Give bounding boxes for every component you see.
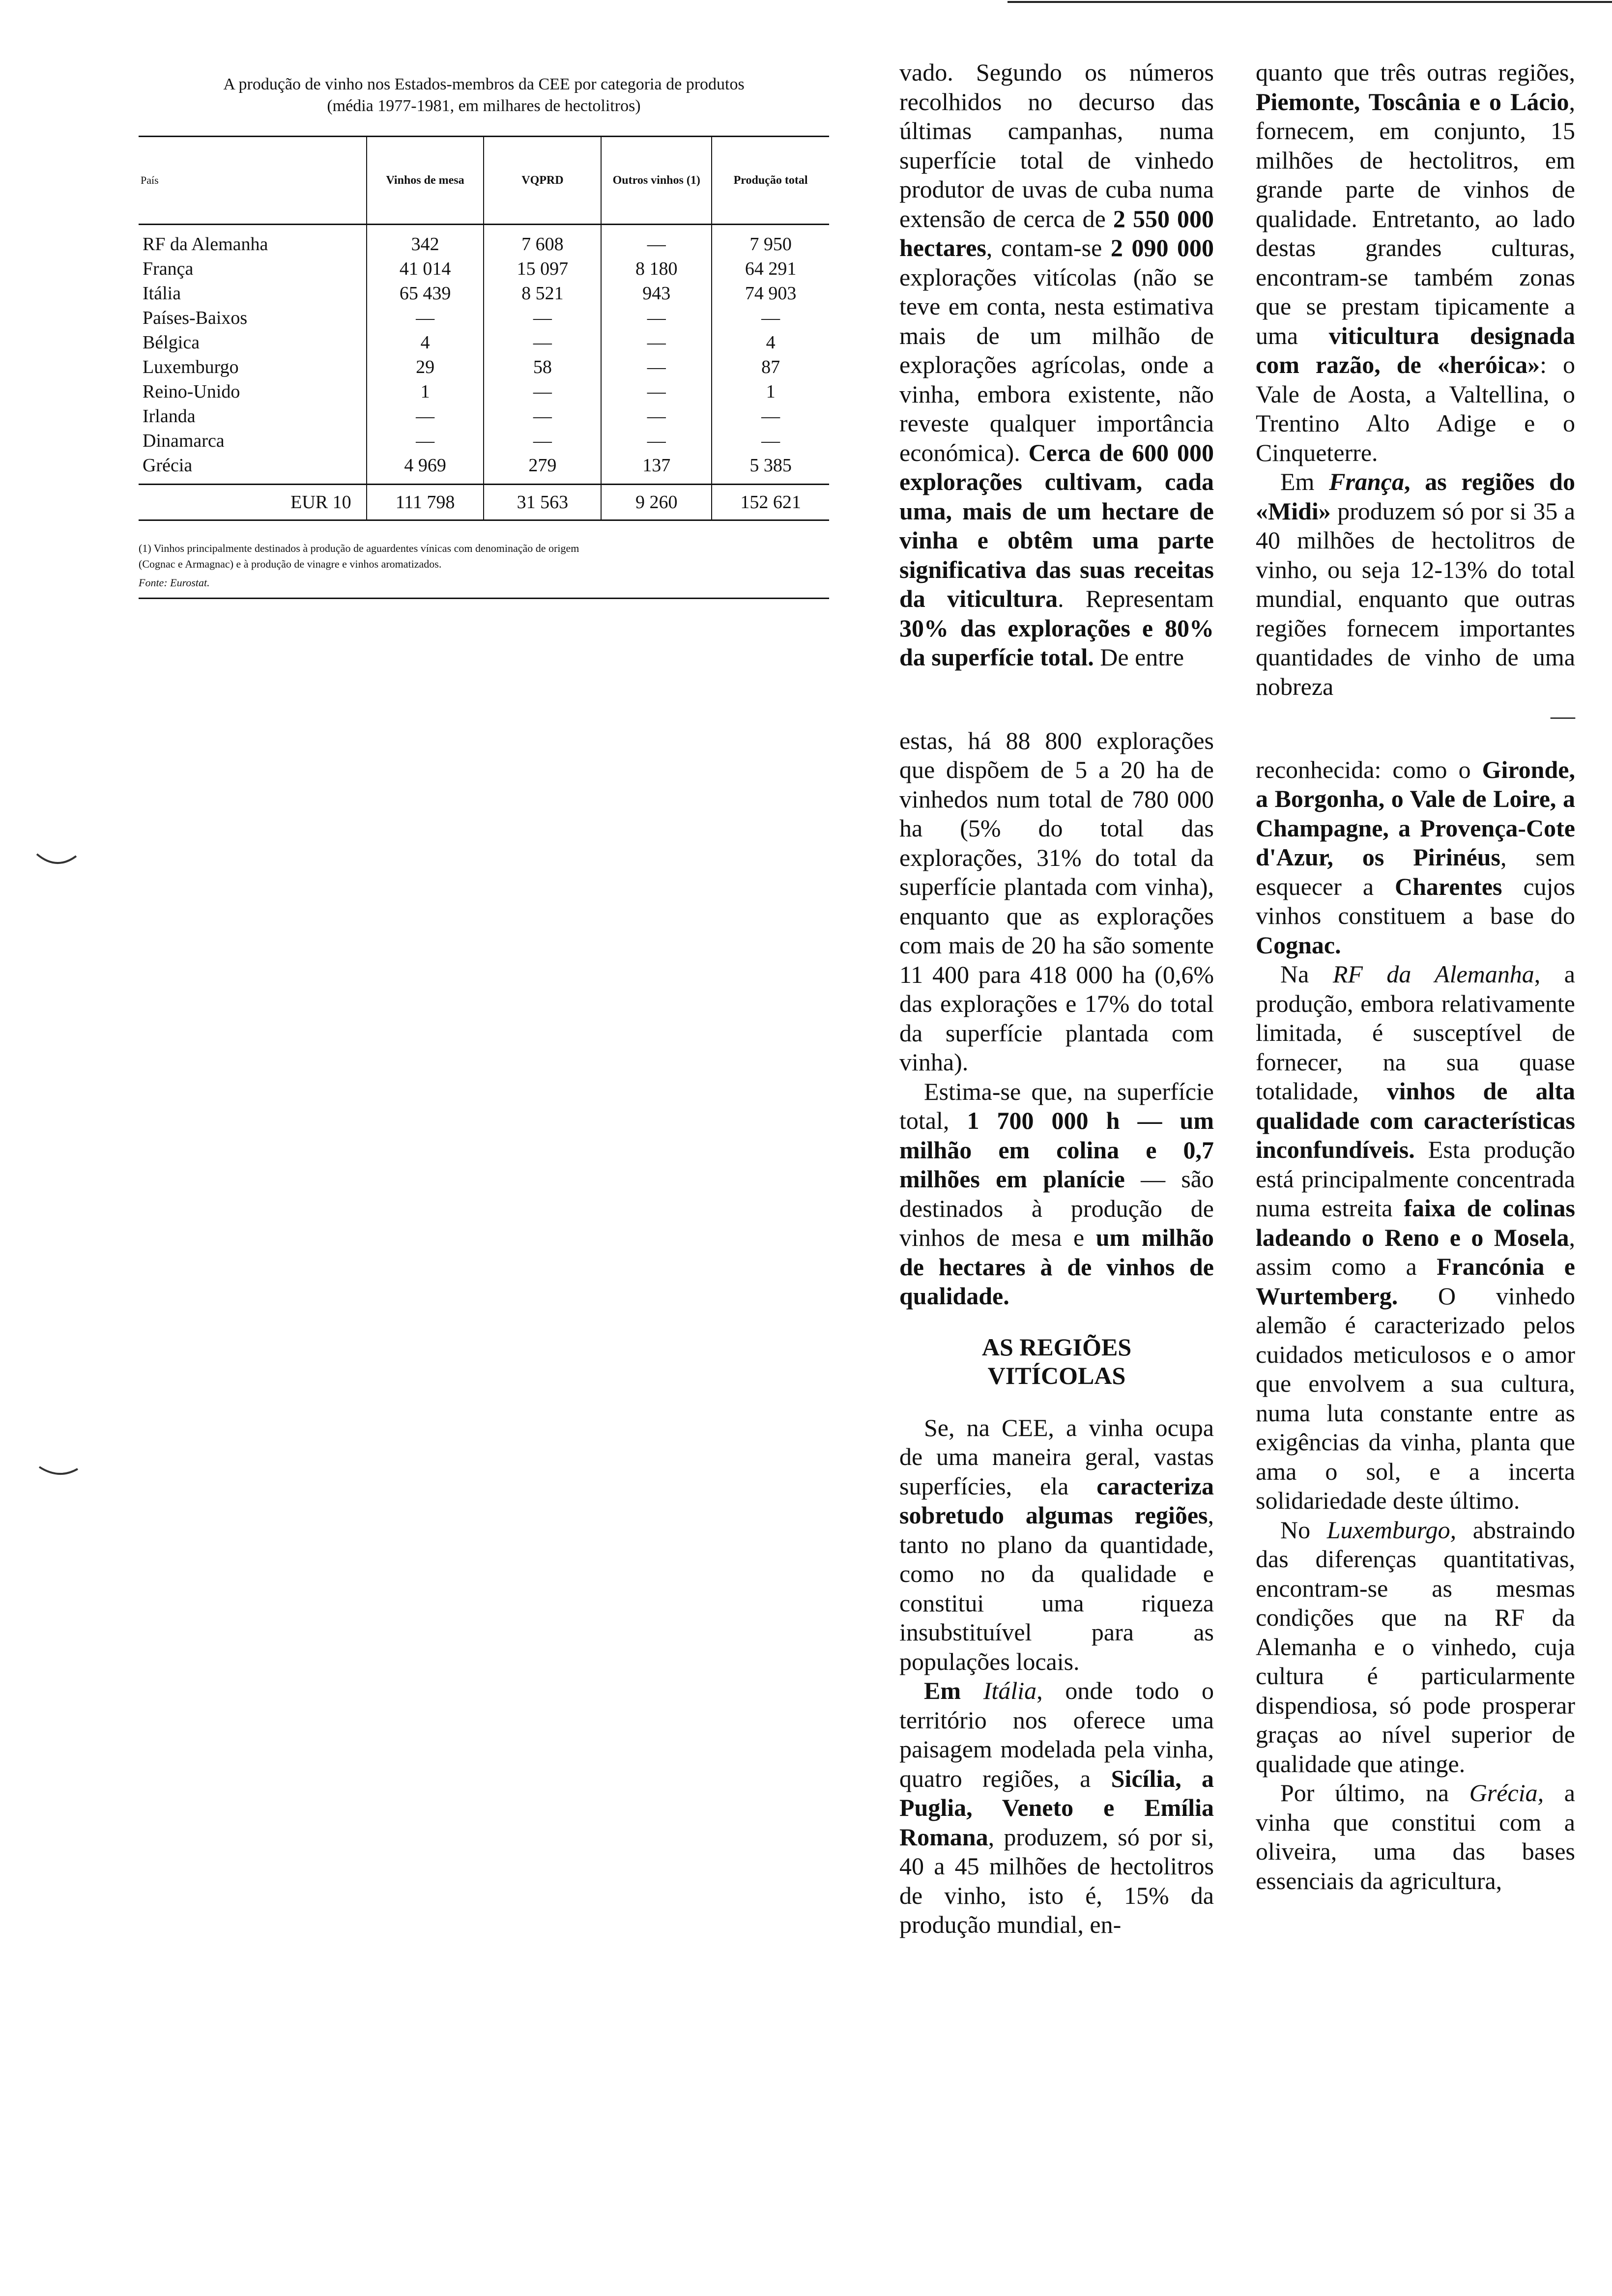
- cell-pais: Bélgica: [143, 332, 200, 353]
- bold-run: Cognac.: [1256, 931, 1341, 959]
- bold-run: Piemonte, Toscânia e o Lácio: [1256, 87, 1569, 115]
- top-border-line: [1008, 1, 1612, 3]
- cell-mesa: 4: [367, 330, 484, 355]
- cell-mesa: —: [367, 429, 484, 453]
- cell-total: 64 291: [712, 257, 829, 281]
- paragraph: [1256, 755, 1575, 960]
- italic-run: Grécia,: [1469, 1779, 1544, 1807]
- cell-vqprd: —: [484, 330, 601, 355]
- total-label: EUR 10: [139, 485, 367, 520]
- footnote-line-1: (1) Vinhos principalmente destinados à produção de aguardentes vínicas com denominação de origem: [139, 542, 579, 554]
- paragraph: [899, 1413, 1214, 1677]
- header-outros-vinhos: Outros vinhos (1): [601, 137, 712, 225]
- section-heading-line-1: AS REGIÕES: [981, 1333, 1132, 1361]
- table-row: [139, 453, 829, 485]
- italic-run: França: [1329, 468, 1404, 495]
- cell-total: —: [712, 306, 829, 330]
- paragraph: [899, 58, 1214, 672]
- text-run: a vinha que constitui com a oliveira, uma das bases essenciais da agricultura,: [1256, 1779, 1576, 1894]
- table-row: [139, 355, 829, 379]
- paragraph: [899, 1676, 1214, 1940]
- column-break-gap: [899, 672, 1214, 726]
- cell-total: 1: [712, 379, 829, 404]
- section-heading-line-2: VITÍCOLAS: [987, 1361, 1126, 1389]
- cell-mesa: —: [367, 404, 484, 429]
- bold-run: faixa de colinas ladeando o Reno e o Mosela: [1256, 1194, 1575, 1251]
- header-pais: País: [139, 137, 367, 225]
- cell-vqprd: 8 521: [484, 281, 601, 306]
- cell-vqprd: —: [484, 379, 601, 404]
- paragraph: [1256, 1779, 1575, 1895]
- total-vqprd: 31 563: [484, 485, 601, 520]
- bold-run: Francónia e Wurtemberg.: [1256, 1253, 1575, 1310]
- cell-outros: 8 180: [601, 257, 712, 281]
- bold-run: Cerca de 600 000 explorações cultivam, cada uma, mais de um hectare de vinha e obtêm uma parte significativa das suas receitas da viticultura: [899, 438, 1214, 612]
- cell-mesa: 1: [367, 379, 484, 404]
- table-row: [139, 257, 829, 281]
- italic-run: Luxemburgo,: [1326, 1516, 1457, 1544]
- cell-mesa: 4 969: [367, 453, 484, 485]
- cell-pais: Países-Baixos: [143, 308, 248, 328]
- bold-run: caracteriza sobretudo algumas regiões: [899, 1472, 1214, 1529]
- paragraph: [1256, 58, 1575, 467]
- bold-run: Charentes: [1394, 872, 1502, 900]
- text-run: cujos vinhos constituem a base do: [1256, 872, 1575, 929]
- table-row: [139, 306, 829, 330]
- continuation-dash: —: [1551, 702, 1575, 729]
- wine-production-table: [139, 137, 829, 521]
- cell-mesa: 65 439: [367, 281, 484, 306]
- table-caption-line-1: A produção de vinho nos Estados-membros da CEE por categoria de produtos: [223, 75, 745, 93]
- text-run: Estima-se que, na superfície total,: [899, 1077, 1214, 1134]
- bold-run: Gironde, a Borgonha, o Vale de Loire, a Champagne, a Provença-Cote d'Azur, os Pirinéus: [1256, 755, 1575, 871]
- bold-run: 2 090 000: [1110, 234, 1214, 261]
- text-run: Por último, na: [1280, 1779, 1469, 1807]
- text-run: O vinhedo alemão é caracterizado pelos cuidados meticulosos e o amor que envolvem a sua cultura, numa luta constante entre as exigências da vinha, planta que ama o sol, e a incerta solidariedade deste último.: [1256, 1282, 1575, 1514]
- header-producao-total: Produção total: [712, 137, 829, 225]
- cell-mesa: 29: [367, 355, 484, 379]
- cell-pais: França: [143, 258, 194, 279]
- text-run: , assim como a: [1256, 1223, 1575, 1280]
- text-run: reconhecida: como o: [1256, 755, 1482, 783]
- cell-total: 87: [712, 355, 829, 379]
- cell-mesa: —: [367, 306, 484, 330]
- cell-pais: Dinamarca: [143, 430, 225, 451]
- table-total-row: [139, 485, 829, 520]
- bold-run: vinhos de alta qualidade com características inconfundíveis.: [1256, 1077, 1575, 1163]
- footnote-line-2: (Cognac e Armagnac) e à produção de vinagre e vinhos aromatizados.: [139, 558, 442, 570]
- table-caption-line-2: (média 1977-1981, em milhares de hectolitros): [327, 97, 641, 115]
- bold-run: , as regiões do «Midi»: [1256, 468, 1575, 525]
- table-row: [139, 330, 829, 355]
- column-break-gap: [1256, 731, 1575, 755]
- cell-pais: RF da Alemanha: [143, 234, 268, 255]
- text-run: Se, na CEE, a vinha ocupa de uma maneira geral, vastas superfícies, ela: [899, 1413, 1214, 1500]
- table-caption: [139, 74, 829, 117]
- scan-mark-1: [34, 850, 79, 870]
- table-row: [139, 281, 829, 306]
- text-run: , onde todo o território nos oferece uma paisagem modelada pela vinha, quatro regiões, a: [899, 1677, 1214, 1792]
- text-run: , contam-se: [986, 234, 1111, 261]
- text-run: , tanto no plano da quantidade, como no da qualidade e constitui uma riqueza insubstituível para as populações locais.: [899, 1501, 1214, 1675]
- bold-run: 30% das explorações e 80% da superfície total.: [899, 614, 1214, 671]
- paragraph: [1256, 960, 1575, 1516]
- text-run: , fornecem, em conjunto, 15 milhões de hectolitros, em grande parte de vinhos de qualidade. Entretanto, ao lado destas grandes culturas, encontram-se também zonas que se prestam tipicamente a uma: [1256, 87, 1575, 349]
- paragraph: [1256, 1516, 1575, 1779]
- total-mesa: 111 798: [367, 485, 484, 520]
- cell-pais: Reino-Unido: [143, 381, 240, 402]
- cell-outros: —: [601, 306, 712, 330]
- cell-pais: Luxemburgo: [143, 357, 239, 377]
- text-run: explorações vitícolas (não se teve em conta, nesta estimativa mais de um milhão de explorações agrícolas, onde a vinha, embora existente, não reveste qualquer importância económica).: [899, 263, 1214, 466]
- cell-mesa: 41 014: [367, 257, 484, 281]
- wine-production-table-block: [139, 74, 829, 599]
- text-run: . Representam: [1058, 585, 1214, 612]
- bold-run: 2 550 000 hectares: [899, 204, 1214, 261]
- paragraph: [899, 1077, 1214, 1311]
- text-run: produzem só por si 35 a 40 milhões de hectolitros de vinho, ou seja 12-13% do total mundial, enquanto que outras regiões fornecem importantes quantidades de vinho de uma nobreza: [1256, 497, 1575, 700]
- cell-vqprd: —: [484, 404, 601, 429]
- cell-outros: —: [601, 330, 712, 355]
- scan-mark-2: [34, 1462, 79, 1482]
- text-run: abstraindo das diferenças quantitativas, encontram-se as mesmas condições que na RF da Alemanha e o vinhedo, cuja cultura é particularmente dispendiosa, só pode prosperar graças ao nível superior de qualidade que atinge.: [1256, 1516, 1576, 1778]
- text-run: Esta produção está principalmente concentrada numa estreita: [1256, 1136, 1575, 1222]
- total-outros: 9 260: [601, 485, 712, 520]
- italic-run: RF da Alemanha: [1332, 960, 1534, 988]
- table-header-row: [139, 137, 829, 225]
- cell-outros: —: [601, 404, 712, 429]
- cell-outros: —: [601, 429, 712, 453]
- text-run: De entre: [1094, 643, 1184, 671]
- text-run: , a produção, embora relativamente limitada, é susceptível de fornecer, na sua quase totalidade,: [1256, 960, 1575, 1105]
- cell-pais: Grécia: [143, 455, 193, 476]
- cell-vqprd: —: [484, 429, 601, 453]
- cell-outros: —: [601, 225, 712, 257]
- article-column-middle: [899, 58, 1214, 1940]
- text-run: : o Vale de Aosta, a Valtellina, o Trentino Alto Adige e o Cinqueterre.: [1256, 351, 1575, 466]
- total-total: 152 621: [712, 485, 829, 520]
- text-run: Na: [1280, 960, 1333, 988]
- cell-pais: Irlanda: [143, 406, 196, 427]
- table-end-rule: [139, 598, 829, 599]
- text-run: quanto que três outras regiões,: [1256, 58, 1575, 86]
- bold-run: Em: [924, 1677, 983, 1704]
- paragraph: estas, há 88 800 explorações que dispõem de 5 a 20 ha de vinhedos num total de 780 000 ha (5% do total das explorações, 31% do total da superfície plantada com vinha), enquanto que as explorações com mais de 20 ha são somente 11 400 para 418 000 ha (0,6% das explorações e 17% do total da superfície plantada com vinha).: [899, 726, 1214, 1076]
- paragraph: [1256, 467, 1575, 731]
- bold-run: Sicília, a Puglia, Veneto e Emília Romana: [899, 1764, 1214, 1851]
- table-row: [139, 404, 829, 429]
- cell-vqprd: 58: [484, 355, 601, 379]
- cell-outros: —: [601, 355, 712, 379]
- text-run: No: [1280, 1516, 1327, 1544]
- cell-outros: —: [601, 379, 712, 404]
- header-vinhos-de-mesa: Vinhos de mesa: [367, 137, 484, 225]
- cell-vqprd: 7 608: [484, 225, 601, 257]
- table-source: Fonte: Eurostat.: [139, 576, 210, 589]
- text-run: , sem esquecer a: [1256, 843, 1576, 900]
- table-row: [139, 429, 829, 453]
- cell-outros: 137: [601, 453, 712, 485]
- bold-run: um milhão de hectares à de vinhos de qualidade.: [899, 1224, 1214, 1310]
- cell-total: 7 950: [712, 225, 829, 257]
- bold-run: viticultura designada com razão, de «heróica»: [1256, 321, 1575, 378]
- cell-vqprd: —: [484, 306, 601, 330]
- table-footnote: [139, 541, 829, 591]
- cell-total: 4: [712, 330, 829, 355]
- section-heading: [899, 1333, 1214, 1390]
- cell-vqprd: 15 097: [484, 257, 601, 281]
- cell-total: —: [712, 404, 829, 429]
- cell-vqprd: 279: [484, 453, 601, 485]
- cell-mesa: 342: [367, 225, 484, 257]
- header-vqprd: VQPRD: [484, 137, 601, 225]
- text-run: — são destinados à produção de vinhos de mesa e: [899, 1165, 1214, 1251]
- cell-total: —: [712, 429, 829, 453]
- text-run: Em: [1280, 468, 1329, 495]
- cell-total: 74 903: [712, 281, 829, 306]
- text-run: , produzem, só por si, 40 a 45 milhões de hectolitros de vinho, isto é, 15% da produção mundial, en-: [899, 1823, 1214, 1938]
- table-row: [139, 379, 829, 404]
- article-column-right: [1256, 58, 1575, 1895]
- cell-total: 5 385: [712, 453, 829, 485]
- table-row: [139, 225, 829, 257]
- italic-run: Itália: [983, 1677, 1037, 1704]
- text-run: vado. Segundo os números recolhidos no decurso das últimas campanhas, numa superfície total de vinhedo produtor de uvas de cuba numa extensão de cerca de: [899, 58, 1214, 232]
- bold-run: 1 700 000 h — um milhão em colina e 0,7 milhões em planície: [899, 1107, 1214, 1193]
- cell-pais: Itália: [143, 283, 181, 304]
- cell-outros: 943: [601, 281, 712, 306]
